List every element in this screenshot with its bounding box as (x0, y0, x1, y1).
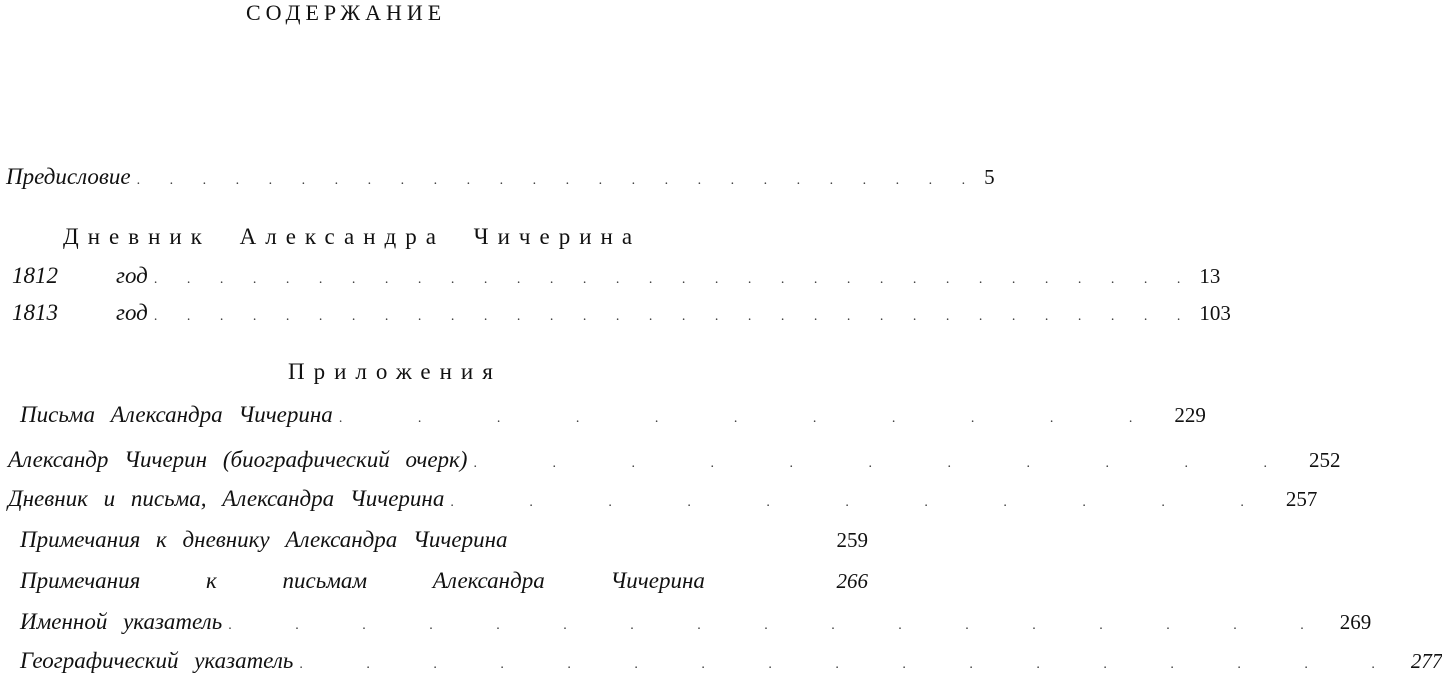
toc-entry-label: Примечания к дневнику Александра Чичерина (20, 527, 508, 552)
dot-leader: . . . . . . . . . . . . . . . . . . . . . . . . . . . . . . . . (153, 272, 1194, 287)
toc-page-number: 269 (1339, 610, 1372, 634)
toc-page-number: 257 (1285, 487, 1318, 511)
toc-entry-notes-diary[interactable] (20, 527, 868, 557)
dot-leader: . . . . . . . . . . . . . . . . . . . . . . . . . . . . . . . . (153, 309, 1194, 324)
toc-page-number: 277 (1410, 649, 1442, 673)
toc-entry-geo-index[interactable] (20, 648, 1442, 678)
toc-entry-label: Географический указатель (20, 648, 294, 673)
toc-entry-letters[interactable] (20, 402, 1206, 432)
section-heading-diary: Дневник Александра Чичерина (63, 224, 642, 249)
toc-page-number: 259 (836, 528, 868, 552)
toc-entry-label: Примечания к письмам Александра Чичерина (20, 568, 705, 593)
toc-entry-label: Письма Александра Чичерина (20, 402, 333, 427)
toc-entry-label: Александр Чичерин (биографический очерк) (8, 447, 468, 472)
dot-leader: . . . . . . . . . . . . . . . . . (299, 657, 1405, 672)
dot-leader: . . . . . . . . . . . (450, 495, 1280, 510)
toc-entry-label: Дневник и письма, Александра Чичерина (8, 486, 445, 511)
toc-entry-1812[interactable] (12, 263, 1221, 293)
toc-page-number: 229 (1174, 403, 1206, 427)
dot-leader: . . . . . . . . . . . . . . . . . . . . . . . . . . (136, 173, 979, 188)
toc-page-number: 13 (1199, 264, 1221, 288)
toc-entry-name-index[interactable] (20, 609, 1372, 639)
toc-page-number: 252 (1308, 448, 1341, 472)
toc-entry-text: год (116, 300, 148, 325)
dot-leader: . . . . . . . . . . . . . . . . . (228, 618, 1334, 633)
toc-entry-year: 1812 (12, 263, 58, 288)
toc-page-number: 5 (984, 165, 995, 189)
toc-entry-label (12, 263, 148, 289)
toc-entry-notes-letters[interactable] (20, 568, 868, 598)
toc-entry-1813[interactable] (12, 300, 1231, 330)
toc-entry-text: год (116, 263, 148, 288)
toc-entry-biography[interactable] (8, 447, 1341, 477)
dot-leader: . . . . . . . . . . . (473, 456, 1303, 471)
toc-page-number: 266 (836, 569, 868, 593)
toc-entry-preface[interactable] (6, 164, 995, 194)
page-title: СОДЕРЖАНИЕ (246, 0, 447, 25)
toc-entry-label: Именной указатель (20, 609, 223, 634)
toc-entry-year: 1813 (12, 300, 58, 325)
toc-page-number: 103 (1199, 301, 1231, 325)
dot-leader: . . . . . . . . . . . (338, 411, 1169, 426)
toc-entry-label: Предисловие (6, 164, 131, 189)
section-heading-appendices: Приложения (288, 359, 502, 384)
toc-entry-label (12, 300, 148, 326)
toc-entry-diary-letters[interactable] (8, 486, 1318, 516)
